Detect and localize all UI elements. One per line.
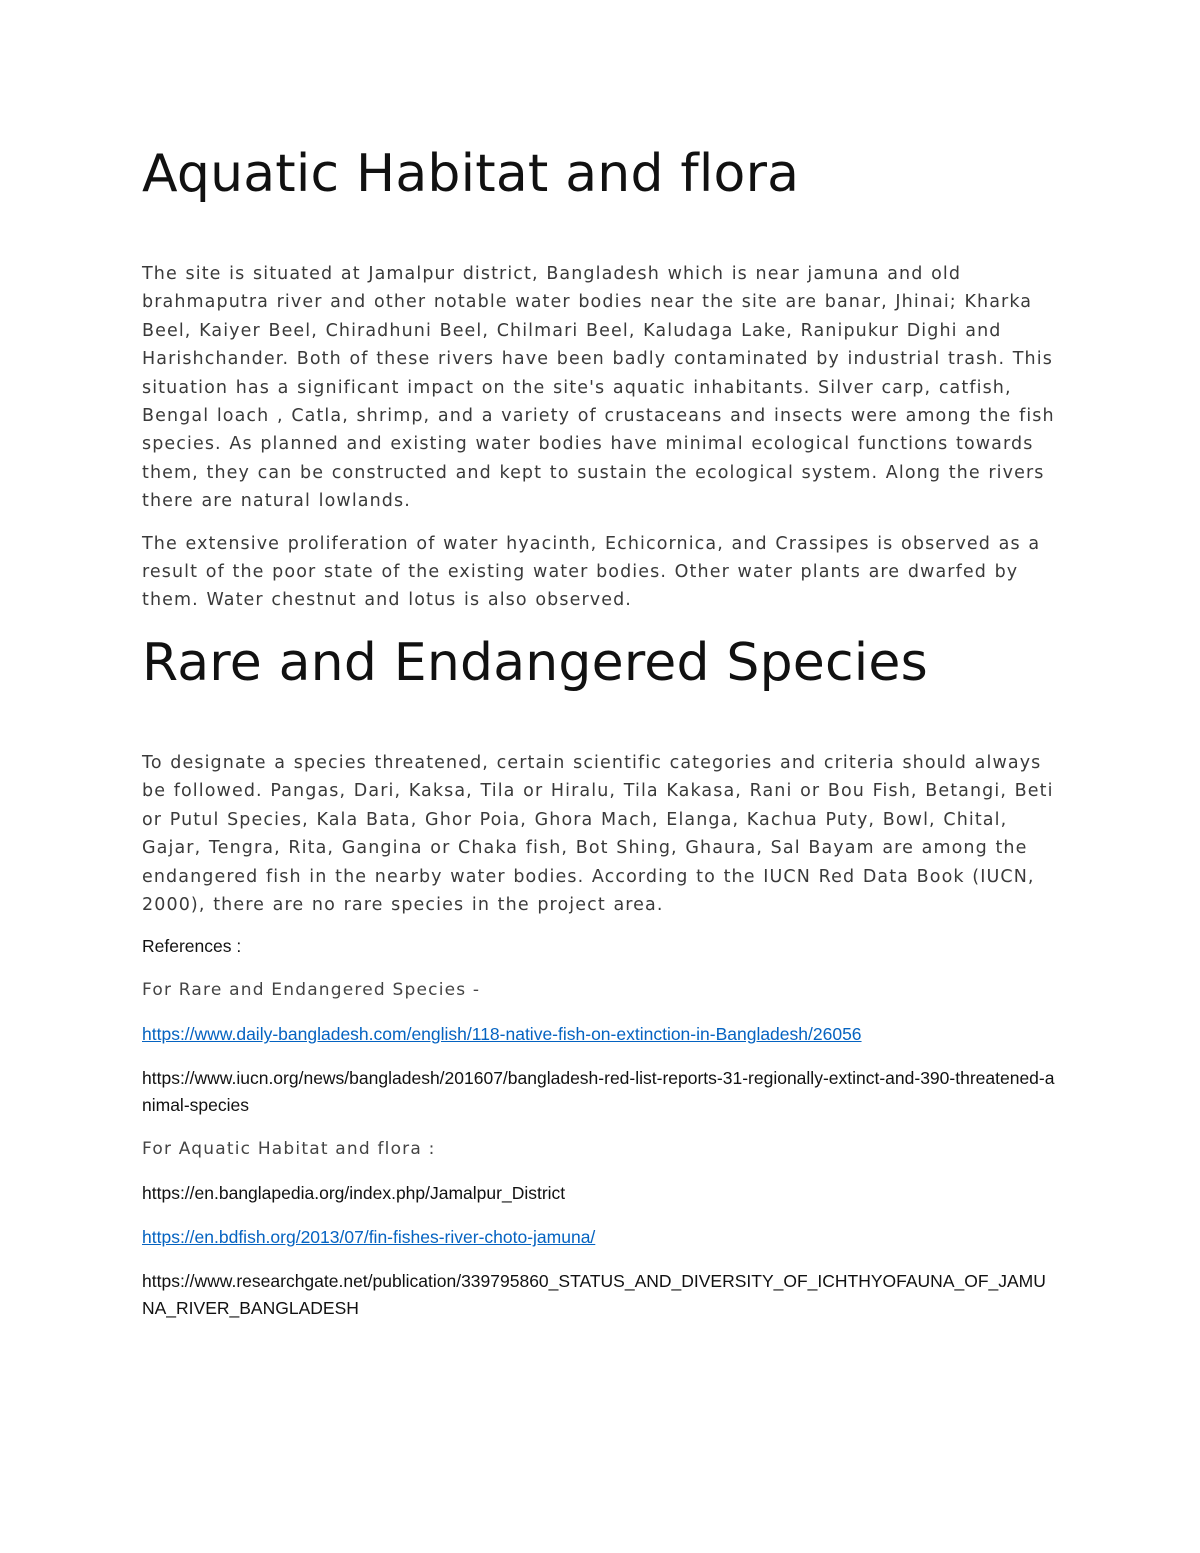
reference-link-bdfish[interactable]: https://en.bdfish.org/2013/07/fin-fishes-river-choto-jamuna/ bbox=[142, 1227, 596, 1248]
reference-item bbox=[142, 1224, 1058, 1251]
rare-species-paragraph: To designate a species threatened, certain scientific categories and criteria should always be followed. Pangas, Dari, Kaksa, Tila or Hiralu, Tila Kakasa, Rani or Bou Fish, Betangi, Beti or Putul Species, Kala Bata, Ghor Poia, Ghora Mach, Elanga, Kachua Puty, Bowl, Chital, Gajar, Tengra, Rita, Gangina or Chaka fish, Bot Shing, Ghaura, Sal Bayam are among the endangered fish in the nearby water bodies. According to the IUCN Red Data Book (IUCN, 2000), there are no rare species in the project area. bbox=[142, 752, 1054, 915]
habitat-paragraph-2: The extensive proliferation of water hyacinth, Echicornica, and Crassipes is observed as a result of the poor state of the existing water bodies. Other water plants are dwarfed by them. Water chestnut and lotus is also observed. bbox=[142, 533, 1041, 611]
references-label: References : bbox=[142, 936, 242, 957]
heading-rare-species: Rare and Endangered Species bbox=[142, 632, 928, 693]
habitat-paragraph-1: The site is situated at Jamalpur district, Bangladesh which is near jamuna and old brahmaputra river and other notable water bodies near the site are banar, Jhinai; Kharka Beel, Kaiyer Beel, Chiradhuni Beel, Chilmari Beel, Kaludaga Lake, Ranipukur Dighi and Harishchander. Both of these rivers have been badly contaminated by industrial trash. This situation has a significant impact on the site's aquatic inhabitants. Silver carp, catfish, Bengal loach , Catla, shrimp, and a variety of crustaceans and insects were among the fish species. As planned and existing water bodies have minimal ecological functions towards them, they can be constructed and kept to sustain the ecological system. Along the rivers there are natural lowlands. bbox=[142, 264, 1055, 512]
reference-link-daily-bangladesh[interactable]: https://www.daily-bangladesh.com/english/118-native-fish-on-extinction-in-Bangladesh/26056 bbox=[142, 1024, 862, 1045]
references-rare-heading: For Rare and Endangered Species - bbox=[142, 980, 481, 1001]
reference-banglapedia: https://en.banglapedia.org/index.php/Jamalpur_District bbox=[142, 1183, 566, 1204]
reference-iucn: https://www.iucn.org/news/bangladesh/201607/bangladesh-red-list-reports-31-regionally-extinct-and-390-threatened-animal-species bbox=[142, 1068, 1055, 1116]
reference-researchgate: https://www.researchgate.net/publication/339795860_STATUS_AND_DIVERSITY_OF_ICHTHYOFAUNA_OF_JAMUNA_RIVER_BANGLADESH bbox=[142, 1271, 1046, 1319]
document-page bbox=[142, 140, 1058, 1339]
heading-aquatic-habitat: Aquatic Habitat and flora bbox=[142, 144, 800, 204]
reference-item bbox=[142, 1021, 1058, 1048]
references-habitat-heading: For Aquatic Habitat and flora : bbox=[142, 1139, 436, 1160]
